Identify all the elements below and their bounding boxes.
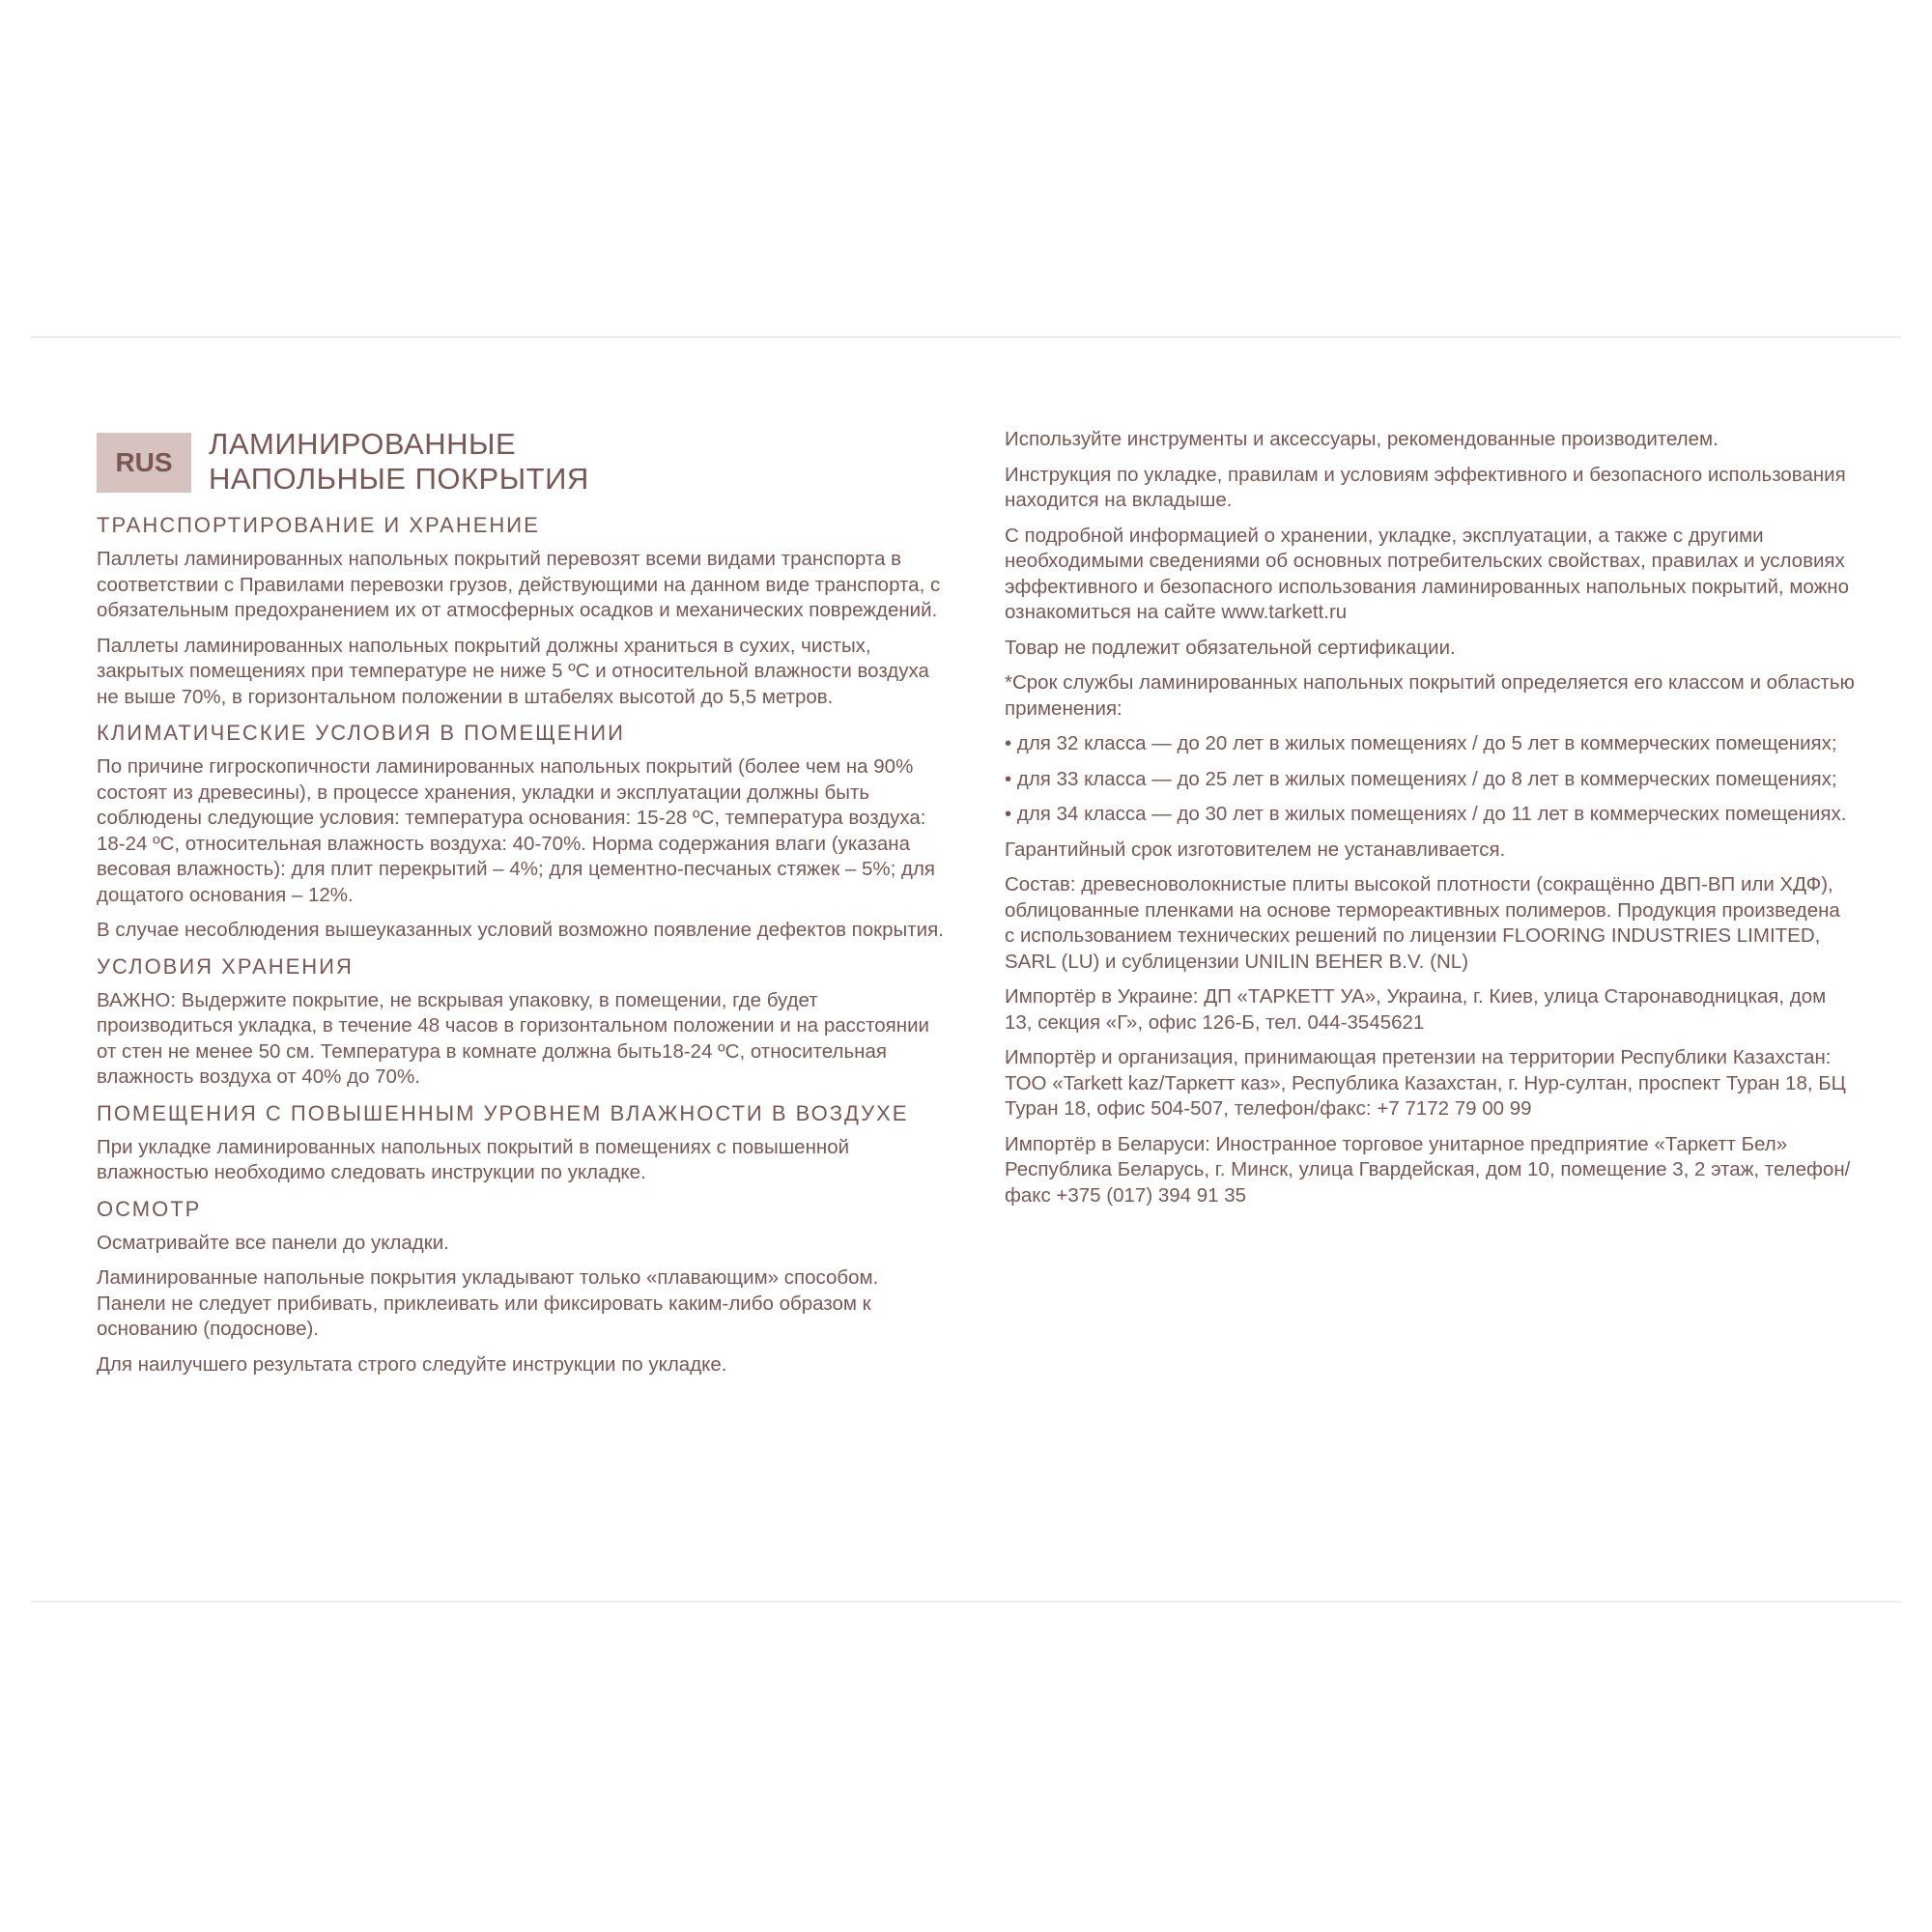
paragraph: Ламинированные напольные покрытия укладывают только «плавающим» способом. Панели не следует прибивать, приклеивать или фиксировать каким-либо образом к основанию (подоснове).: [97, 1266, 879, 1340]
list-item: • для 33 класса — до 25 лет в жилых помещениях / до 8 лет в коммерческих помещениях;: [1005, 767, 1837, 790]
paragraph: ВАЖНО: Выдержите покрытие, не вскрывая упаковку, в помещении, где будет производиться укладка, в течение 48 часов в горизонтальном положении и на расстоянии от стен не менее 50 см. Температура в комнате должна быть18-24 ºC, относительная влажность воздуха от 40% до 70%.: [97, 988, 930, 1088]
section-heading-climate: КЛИМАТИЧЕСКИЕ УСЛОВИЯ В ПОМЕЩЕНИИ: [97, 721, 625, 745]
section-heading-transport: ТРАНСПОРТИРОВАНИЕ И ХРАНЕНИЕ: [97, 513, 540, 537]
paragraph: Паллеты ламинированных напольных покрытий перевозят всеми видами транспорта в соответствии с Правилами перевозки грузов, действующими на данном виде транспорта, с обязательным предохранением их от атмосферных осадков и механических повреждений.: [97, 548, 941, 621]
service-life-list: [1005, 731, 1855, 828]
footnote-paragraph: *Срок службы ламинированных напольных покрытий определяется его классом и областью применения:: [1005, 671, 1855, 720]
paragraph: Используйте инструменты и аксессуары, рекомендованные производителем.: [1005, 428, 1719, 450]
paragraph: При укладке ламинированных напольных покрытий в помещениях с повышенной влажностью необходимо следовать инструкции по укладке.: [97, 1135, 850, 1183]
paragraph: Товар не подлежит обязательной сертификации.: [1005, 636, 1456, 659]
right-column: [1005, 427, 1855, 1218]
list-item: • для 32 класса — до 20 лет в жилых помещениях / до 5 лет в коммерческих помещениях;: [1005, 732, 1837, 754]
paragraph: Импортёр и организация, принимающая претензии на территории Республики Казахстан: ТОО «Tarkett kaz/Таркетт каз», Республика Казахстан, г. Нур-султан, проспект Туран 18, БЦ Туран 18, офис 504-507, телефон/факс: +7 7172 79 00 99: [1005, 1046, 1846, 1120]
document-header: [97, 427, 947, 497]
page-title-line-2: НАПОЛЬНЫЕ ПОКРЫТИЯ: [209, 462, 589, 496]
paragraph: Импортёр в Беларуси: Иностранное торговое унитарное предприятие «Таркетт Бел» Республика Беларусь, г. Минск, улица Гвардейская, дом 10, помещение 3, 2 этаж, телефон/факс +375 (017) 394 91 35: [1005, 1132, 1851, 1207]
list-item: • для 34 класса — до 30 лет в жилых помещениях / до 11 лет в коммерческих помещениях.: [1005, 803, 1847, 825]
paragraph: Импортёр в Украине: ДП «ТАРКЕТТ УА», Украина, г. Киев, улица Старонаводницкая, дом 13, секция «Г», офис 126-Б, тел. 044-3545621: [1005, 985, 1827, 1034]
section-heading-humidity: ПОМЕЩЕНИЯ С ПОВЫШЕННЫМ УРОВНЕМ ВЛАЖНОСТИ В ВОЗДУХЕ: [97, 1100, 909, 1125]
language-badge: RUS: [97, 433, 191, 493]
page-title-line-1: ЛАМИНИРОВАННЫЕ: [209, 427, 517, 461]
page-title: [209, 427, 589, 497]
paragraph: По причине гигроскопичности ламинированных напольных покрытий (более чем на 90% состоят из древесины), в процессе хранения, укладки и эксплуатации должны быть соблюдены следующие условия: температура основания: 15-28 ºC, температура воздуха: 18-24 ºC, относительная влажность воздуха: 40-70%. Норма содержания влаги (указана весовая влажность): для плит перекрытий – 4%; для цементно-песчаных стяжек – 5%; для дощатого основания – 12%.: [97, 755, 936, 906]
bottom-divider: [31, 1601, 1901, 1603]
paragraph: Для наилучшего результата строго следуйте инструкции по укладке.: [97, 1352, 727, 1376]
section-heading-storage: УСЛОВИЯ ХРАНЕНИЯ: [97, 953, 354, 979]
paragraph: Состав: древесноволокнистые плиты высокой плотности (сокращённо ДВП-ВП или ХДФ), облицованные пленками на основе термореактивных полимеров. Продукция произведена с использованием технических решений по лицензии FLOORING INDUSTRIES LIMITED, SARL (LU) и сублицензии UNILIN BEHER B.V. (NL): [1005, 873, 1840, 973]
left-column: [97, 427, 947, 1387]
paragraph: С подробной информацией о хранении, укладке, эксплуатации, а также с другими необходимыми сведениями об основных потребительских свойствах, правилах и условиях эффективного и безопасного использования ламинированных напольных покрытий, можно ознакомиться на сайте www.tarkett.ru: [1005, 524, 1850, 623]
paragraph: Гарантийный срок изготовителем не устанавливается.: [1005, 838, 1506, 861]
paragraph: Инструкция по укладке, правилам и условиям эффективного и безопасного использования находится на вкладыше.: [1005, 463, 1846, 511]
paragraph: Паллеты ламинированных напольных покрытий должны храниться в сухих, чистых, закрытых помещениях при температуре не ниже 5 ºC и относительной влажности воздуха не выше 70%, в горизонтальном положении в штабелях высотой до 5,5 метров.: [97, 634, 929, 708]
section-heading-inspection: ОСМОТР: [97, 1196, 202, 1221]
paragraph: В случае несоблюдения вышеуказанных условий возможно появление дефектов покрытия.: [97, 919, 944, 941]
paragraph: Осматривайте все панели до укладки.: [97, 1231, 449, 1254]
top-divider: [31, 336, 1901, 338]
